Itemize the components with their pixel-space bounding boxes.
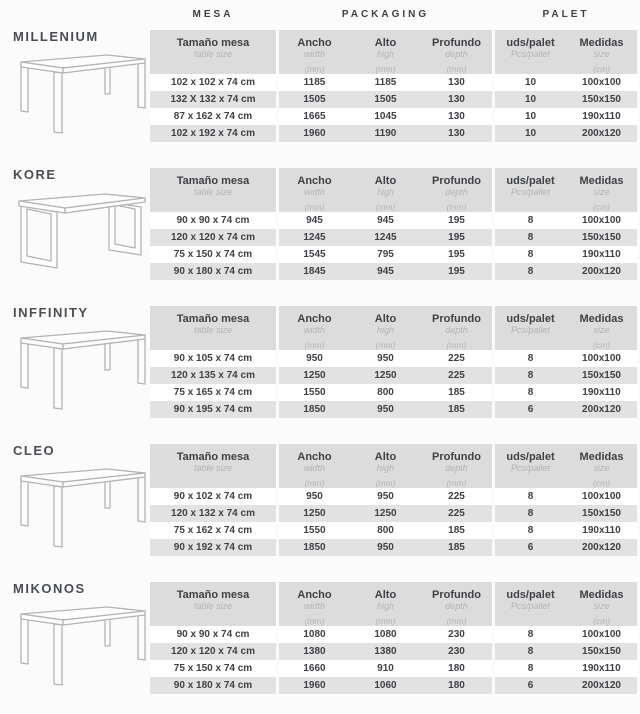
column-subtitle: high: [376, 601, 394, 611]
column-title: Alto: [374, 451, 397, 463]
table-row: [150, 246, 637, 263]
column-title: uds/palet: [506, 175, 555, 187]
table-cell-profundo: 225: [421, 505, 492, 522]
column-title: Medidas: [579, 37, 624, 49]
table-cell-medidas: 150x150: [566, 505, 637, 522]
spec-table-header-row: [150, 582, 637, 626]
table-cell-medidas: 200x120: [566, 125, 637, 142]
table-cell-tamano-mesa: 120 x 135 x 74 cm: [150, 367, 276, 384]
column-subtitle: depth: [445, 601, 468, 611]
table-cell-ancho: 1185: [279, 74, 350, 91]
table-cell-profundo: 180: [421, 660, 492, 677]
table-cell-ancho: 950: [279, 350, 350, 367]
spec-table-kore: [150, 168, 637, 280]
table-row: [150, 367, 637, 384]
four-leg-table-drawing: [13, 468, 150, 552]
column-unit: (cm): [593, 616, 610, 626]
column-subtitle: table size: [193, 601, 233, 611]
table-cell-profundo: 185: [421, 522, 492, 539]
table-cell-uds-palet: 6: [495, 401, 566, 418]
column-unit: (mm): [446, 64, 467, 74]
table-row: [150, 505, 637, 522]
table-cell-ancho: 1845: [279, 263, 350, 280]
table-cell-alto: 950: [350, 350, 421, 367]
column-unit: (cm): [593, 478, 610, 488]
column-header-uds-palet: [495, 30, 566, 74]
column-title: Alto: [374, 175, 397, 187]
table-cell-uds-palet: 8: [495, 350, 566, 367]
table-cell-ancho: 1960: [279, 125, 350, 142]
table-row: [150, 677, 637, 694]
table-cell-profundo: 230: [421, 643, 492, 660]
table-cell-profundo: 185: [421, 401, 492, 418]
table-row: [150, 212, 637, 229]
spec-table-cleo: [150, 444, 637, 556]
table-cell-ancho: 1505: [279, 91, 350, 108]
product-section-inffinity: [0, 306, 640, 418]
table-cell-tamano-mesa: 102 x 102 x 74 cm: [150, 74, 276, 91]
column-unit: (mm): [375, 478, 396, 488]
table-cell-medidas: 100x100: [566, 488, 637, 505]
column-subtitle: depth: [445, 49, 468, 59]
table-row: [150, 626, 637, 643]
table-cell-medidas: 200x120: [566, 263, 637, 280]
table-cell-uds-palet: 10: [495, 108, 566, 125]
table-cell-ancho: 1550: [279, 522, 350, 539]
column-header-medidas: [566, 582, 637, 626]
table-cell-tamano-mesa: 75 x 150 x 74 cm: [150, 246, 276, 263]
table-cell-ancho: 1250: [279, 505, 350, 522]
table-row: [150, 522, 637, 539]
column-subtitle: size: [593, 49, 610, 59]
column-title: Tamaño mesa: [176, 175, 250, 187]
table-cell-alto: 800: [350, 522, 421, 539]
table-cell-ancho: 1665: [279, 108, 350, 125]
table-cell-alto: 945: [350, 212, 421, 229]
column-subtitle: depth: [445, 325, 468, 335]
table-cell-medidas: 150x150: [566, 643, 637, 660]
column-subtitle: size: [593, 601, 610, 611]
table-cell-ancho: 950: [279, 488, 350, 505]
table-cell-medidas: 190x110: [566, 384, 637, 401]
table-cell-profundo: 180: [421, 677, 492, 694]
table-cell-ancho: 1850: [279, 401, 350, 418]
table-cell-alto: 950: [350, 488, 421, 505]
table-cell-medidas: 100x100: [566, 74, 637, 91]
table-cell-profundo: 130: [421, 74, 492, 91]
table-row: [150, 91, 637, 108]
table-cell-uds-palet: 8: [495, 643, 566, 660]
table-cell-tamano-mesa: 90 x 192 x 74 cm: [150, 539, 276, 556]
four-leg-table-drawing: [13, 606, 150, 690]
table-cell-alto: 1080: [350, 626, 421, 643]
column-unit: (mm): [375, 202, 396, 212]
table-cell-alto: 1190: [350, 125, 421, 142]
column-title: uds/palet: [506, 37, 555, 49]
column-subtitle: high: [376, 49, 394, 59]
table-cell-uds-palet: 8: [495, 246, 566, 263]
column-subtitle: high: [376, 325, 394, 335]
table-cell-uds-palet: 10: [495, 91, 566, 108]
table-row: [150, 384, 637, 401]
table-cell-profundo: 225: [421, 367, 492, 384]
column-subtitle: Pcs/pallet: [510, 49, 551, 59]
table-cell-medidas: 150x150: [566, 91, 637, 108]
column-title: Medidas: [579, 175, 624, 187]
table-cell-ancho: 1545: [279, 246, 350, 263]
table-cell-ancho: 1850: [279, 539, 350, 556]
column-title: uds/palet: [506, 589, 555, 601]
column-unit: (mm): [304, 340, 325, 350]
column-unit: (mm): [304, 478, 325, 488]
table-cell-uds-palet: 8: [495, 212, 566, 229]
column-header-medidas: [566, 168, 637, 212]
column-subtitle: width: [303, 463, 325, 473]
column-title: Profundo: [432, 589, 481, 601]
column-header-tamano-mesa: [150, 168, 276, 212]
table-cell-profundo: 225: [421, 350, 492, 367]
table-cell-alto: 945: [350, 263, 421, 280]
table-cell-medidas: 190x110: [566, 660, 637, 677]
table-cell-uds-palet: 6: [495, 539, 566, 556]
column-header-tamano-mesa: [150, 306, 276, 350]
table-cell-profundo: 225: [421, 488, 492, 505]
table-cell-ancho: 1380: [279, 643, 350, 660]
product-sections: [0, 30, 640, 694]
table-cell-medidas: 150x150: [566, 229, 637, 246]
column-header-medidas: [566, 306, 637, 350]
product-section-mikonos: [0, 582, 640, 694]
column-title: Alto: [374, 589, 397, 601]
column-title: Profundo: [432, 175, 481, 187]
table-cell-tamano-mesa: 132 X 132 x 74 cm: [150, 91, 276, 108]
column-unit: (mm): [375, 616, 396, 626]
table-cell-tamano-mesa: 90 x 180 x 74 cm: [150, 677, 276, 694]
table-cell-tamano-mesa: 90 x 102 x 74 cm: [150, 488, 276, 505]
column-title: Medidas: [579, 589, 624, 601]
column-header-profundo: [421, 582, 492, 626]
column-subtitle: table size: [193, 187, 233, 197]
column-header-profundo: [421, 306, 492, 350]
product-title: MIKONOS: [13, 581, 86, 596]
column-subtitle: table size: [193, 49, 233, 59]
table-cell-profundo: 195: [421, 246, 492, 263]
column-unit: (cm): [593, 202, 610, 212]
column-title: Medidas: [579, 313, 624, 325]
table-row: [150, 643, 637, 660]
spec-table-header-row: [150, 30, 637, 74]
column-title: Alto: [374, 313, 397, 325]
column-header-ancho: [279, 444, 350, 488]
table-cell-tamano-mesa: 90 x 180 x 74 cm: [150, 263, 276, 280]
table-cell-tamano-mesa: 120 x 120 x 74 cm: [150, 643, 276, 660]
table-cell-alto: 795: [350, 246, 421, 263]
column-title: Profundo: [432, 313, 481, 325]
table-cell-uds-palet: 8: [495, 522, 566, 539]
table-cell-medidas: 200x120: [566, 677, 637, 694]
column-subtitle: table size: [193, 463, 233, 473]
column-header-profundo: [421, 444, 492, 488]
column-unit: (mm): [304, 64, 325, 74]
column-subtitle: depth: [445, 463, 468, 473]
column-unit: (mm): [446, 340, 467, 350]
table-cell-alto: 800: [350, 384, 421, 401]
table-cell-profundo: 130: [421, 91, 492, 108]
o-frame-table-drawing: [13, 192, 150, 276]
table-row: [150, 263, 637, 280]
column-unit: (cm): [593, 64, 610, 74]
column-title: Tamaño mesa: [176, 451, 250, 463]
table-cell-alto: 1250: [350, 505, 421, 522]
column-header-alto: [350, 582, 421, 626]
table-cell-uds-palet: 8: [495, 660, 566, 677]
column-header-tamano-mesa: [150, 30, 276, 74]
column-title: Ancho: [297, 313, 332, 325]
table-row: [150, 401, 637, 418]
table-cell-tamano-mesa: 75 x 150 x 74 cm: [150, 660, 276, 677]
spec-table-header-row: [150, 306, 637, 350]
product-section-kore: [0, 168, 640, 280]
table-cell-medidas: 190x110: [566, 246, 637, 263]
table-cell-tamano-mesa: 90 x 90 x 74 cm: [150, 626, 276, 643]
column-subtitle: Pcs/pallet: [510, 601, 551, 611]
spec-table-mikonos: [150, 582, 637, 694]
table-cell-ancho: 1960: [279, 677, 350, 694]
product-title: INFFINITY: [13, 305, 89, 320]
table-cell-alto: 1185: [350, 74, 421, 91]
spec-table-header-row: [150, 168, 637, 212]
column-subtitle: Pcs/pallet: [510, 325, 551, 335]
table-cell-ancho: 1080: [279, 626, 350, 643]
table-cell-profundo: 195: [421, 263, 492, 280]
column-subtitle: size: [593, 325, 610, 335]
table-row: [150, 74, 637, 91]
product-section-millenium: [0, 30, 640, 142]
table-cell-alto: 1250: [350, 367, 421, 384]
table-cell-tamano-mesa: 120 x 132 x 74 cm: [150, 505, 276, 522]
column-header-uds-palet: [495, 168, 566, 212]
table-cell-alto: 910: [350, 660, 421, 677]
column-header-tamano-mesa: [150, 444, 276, 488]
group-label-packaging: PACKAGING: [341, 8, 430, 20]
product-section-cleo: [0, 444, 640, 556]
column-header-ancho: [279, 582, 350, 626]
product-title: MILLENIUM: [13, 29, 99, 44]
table-cell-medidas: 150x150: [566, 367, 637, 384]
column-title: Tamaño mesa: [176, 37, 250, 49]
table-cell-uds-palet: 8: [495, 488, 566, 505]
table-cell-profundo: 195: [421, 229, 492, 246]
table-cell-medidas: 100x100: [566, 212, 637, 229]
product-panel-mikonos: [0, 582, 150, 694]
column-title: Ancho: [297, 175, 332, 187]
column-header-uds-palet: [495, 582, 566, 626]
spec-table-millenium: [150, 30, 637, 142]
column-title: Ancho: [297, 451, 332, 463]
group-label-mesa: MESA: [192, 8, 234, 20]
table-cell-ancho: 1250: [279, 367, 350, 384]
table-cell-medidas: 200x120: [566, 401, 637, 418]
table-group-header: [0, 0, 640, 28]
column-subtitle: width: [303, 601, 325, 611]
table-cell-profundo: 185: [421, 539, 492, 556]
column-subtitle: table size: [193, 325, 233, 335]
column-header-tamano-mesa: [150, 582, 276, 626]
table-cell-profundo: 130: [421, 108, 492, 125]
column-header-profundo: [421, 168, 492, 212]
column-header-alto: [350, 30, 421, 74]
table-cell-alto: 950: [350, 539, 421, 556]
table-cell-tamano-mesa: 87 x 162 x 74 cm: [150, 108, 276, 125]
table-cell-ancho: 1245: [279, 229, 350, 246]
table-cell-uds-palet: 8: [495, 626, 566, 643]
column-subtitle: size: [593, 187, 610, 197]
column-subtitle: Pcs/pallet: [510, 187, 551, 197]
table-cell-uds-palet: 8: [495, 384, 566, 401]
column-header-uds-palet: [495, 306, 566, 350]
product-panel-millenium: [0, 30, 150, 142]
column-header-uds-palet: [495, 444, 566, 488]
column-unit: (mm): [446, 202, 467, 212]
spec-table-inffinity: [150, 306, 637, 418]
table-row: [150, 488, 637, 505]
table-cell-profundo: 195: [421, 212, 492, 229]
column-title: Tamaño mesa: [176, 313, 250, 325]
column-subtitle: high: [376, 463, 394, 473]
column-unit: (mm): [304, 616, 325, 626]
column-title: uds/palet: [506, 451, 555, 463]
table-row: [150, 125, 637, 142]
table-cell-uds-palet: 8: [495, 229, 566, 246]
column-subtitle: size: [593, 463, 610, 473]
table-cell-alto: 1380: [350, 643, 421, 660]
column-header-alto: [350, 168, 421, 212]
table-cell-alto: 1505: [350, 91, 421, 108]
column-header-alto: [350, 444, 421, 488]
column-header-medidas: [566, 30, 637, 74]
product-title: CLEO: [13, 443, 56, 458]
table-cell-uds-palet: 10: [495, 125, 566, 142]
four-leg-table-drawing: [13, 54, 150, 138]
table-cell-medidas: 190x110: [566, 108, 637, 125]
column-unit: (mm): [446, 478, 467, 488]
column-unit: (mm): [304, 202, 325, 212]
column-title: Ancho: [297, 589, 332, 601]
table-cell-medidas: 200x120: [566, 539, 637, 556]
table-cell-ancho: 1550: [279, 384, 350, 401]
table-cell-alto: 1060: [350, 677, 421, 694]
table-cell-uds-palet: 6: [495, 677, 566, 694]
table-cell-profundo: 230: [421, 626, 492, 643]
table-cell-tamano-mesa: 75 x 162 x 74 cm: [150, 522, 276, 539]
column-title: Ancho: [297, 37, 332, 49]
table-row: [150, 660, 637, 677]
column-title: Profundo: [432, 37, 481, 49]
table-cell-tamano-mesa: 90 x 90 x 74 cm: [150, 212, 276, 229]
table-cell-ancho: 1660: [279, 660, 350, 677]
product-panel-cleo: [0, 444, 150, 556]
table-cell-profundo: 130: [421, 125, 492, 142]
column-unit: (mm): [446, 616, 467, 626]
table-cell-alto: 950: [350, 401, 421, 418]
table-row: [150, 229, 637, 246]
table-cell-alto: 1245: [350, 229, 421, 246]
table-cell-medidas: 100x100: [566, 626, 637, 643]
table-row: [150, 108, 637, 125]
table-cell-tamano-mesa: 102 x 192 x 74 cm: [150, 125, 276, 142]
column-header-profundo: [421, 30, 492, 74]
table-cell-uds-palet: 8: [495, 505, 566, 522]
table-row: [150, 350, 637, 367]
column-subtitle: width: [303, 49, 325, 59]
column-header-ancho: [279, 306, 350, 350]
column-unit: (mm): [375, 64, 396, 74]
table-cell-tamano-mesa: 120 x 120 x 74 cm: [150, 229, 276, 246]
product-panel-kore: [0, 168, 150, 280]
product-title: KORE: [13, 167, 57, 182]
table-cell-uds-palet: 10: [495, 74, 566, 91]
column-title: Profundo: [432, 451, 481, 463]
column-header-ancho: [279, 30, 350, 74]
column-subtitle: high: [376, 187, 394, 197]
column-title: Medidas: [579, 451, 624, 463]
column-header-ancho: [279, 168, 350, 212]
spec-table-header-row: [150, 444, 637, 488]
table-cell-tamano-mesa: 75 x 165 x 74 cm: [150, 384, 276, 401]
group-label-palet: PALET: [542, 8, 590, 20]
table-cell-tamano-mesa: 90 x 195 x 74 cm: [150, 401, 276, 418]
column-subtitle: width: [303, 187, 325, 197]
column-title: uds/palet: [506, 313, 555, 325]
table-cell-profundo: 185: [421, 384, 492, 401]
table-cell-alto: 1045: [350, 108, 421, 125]
table-cell-ancho: 945: [279, 212, 350, 229]
table-cell-medidas: 190x110: [566, 522, 637, 539]
column-subtitle: depth: [445, 187, 468, 197]
table-cell-tamano-mesa: 90 x 105 x 74 cm: [150, 350, 276, 367]
column-unit: (mm): [375, 340, 396, 350]
column-unit: (cm): [593, 340, 610, 350]
four-leg-table-drawing: [13, 330, 150, 414]
table-row: [150, 539, 637, 556]
table-cell-uds-palet: 8: [495, 367, 566, 384]
column-subtitle: Pcs/pallet: [510, 463, 551, 473]
column-header-medidas: [566, 444, 637, 488]
product-panel-inffinity: [0, 306, 150, 418]
column-title: Alto: [374, 37, 397, 49]
table-cell-medidas: 100x100: [566, 350, 637, 367]
table-cell-uds-palet: 8: [495, 263, 566, 280]
column-header-alto: [350, 306, 421, 350]
column-subtitle: width: [303, 325, 325, 335]
column-title: Tamaño mesa: [176, 589, 250, 601]
